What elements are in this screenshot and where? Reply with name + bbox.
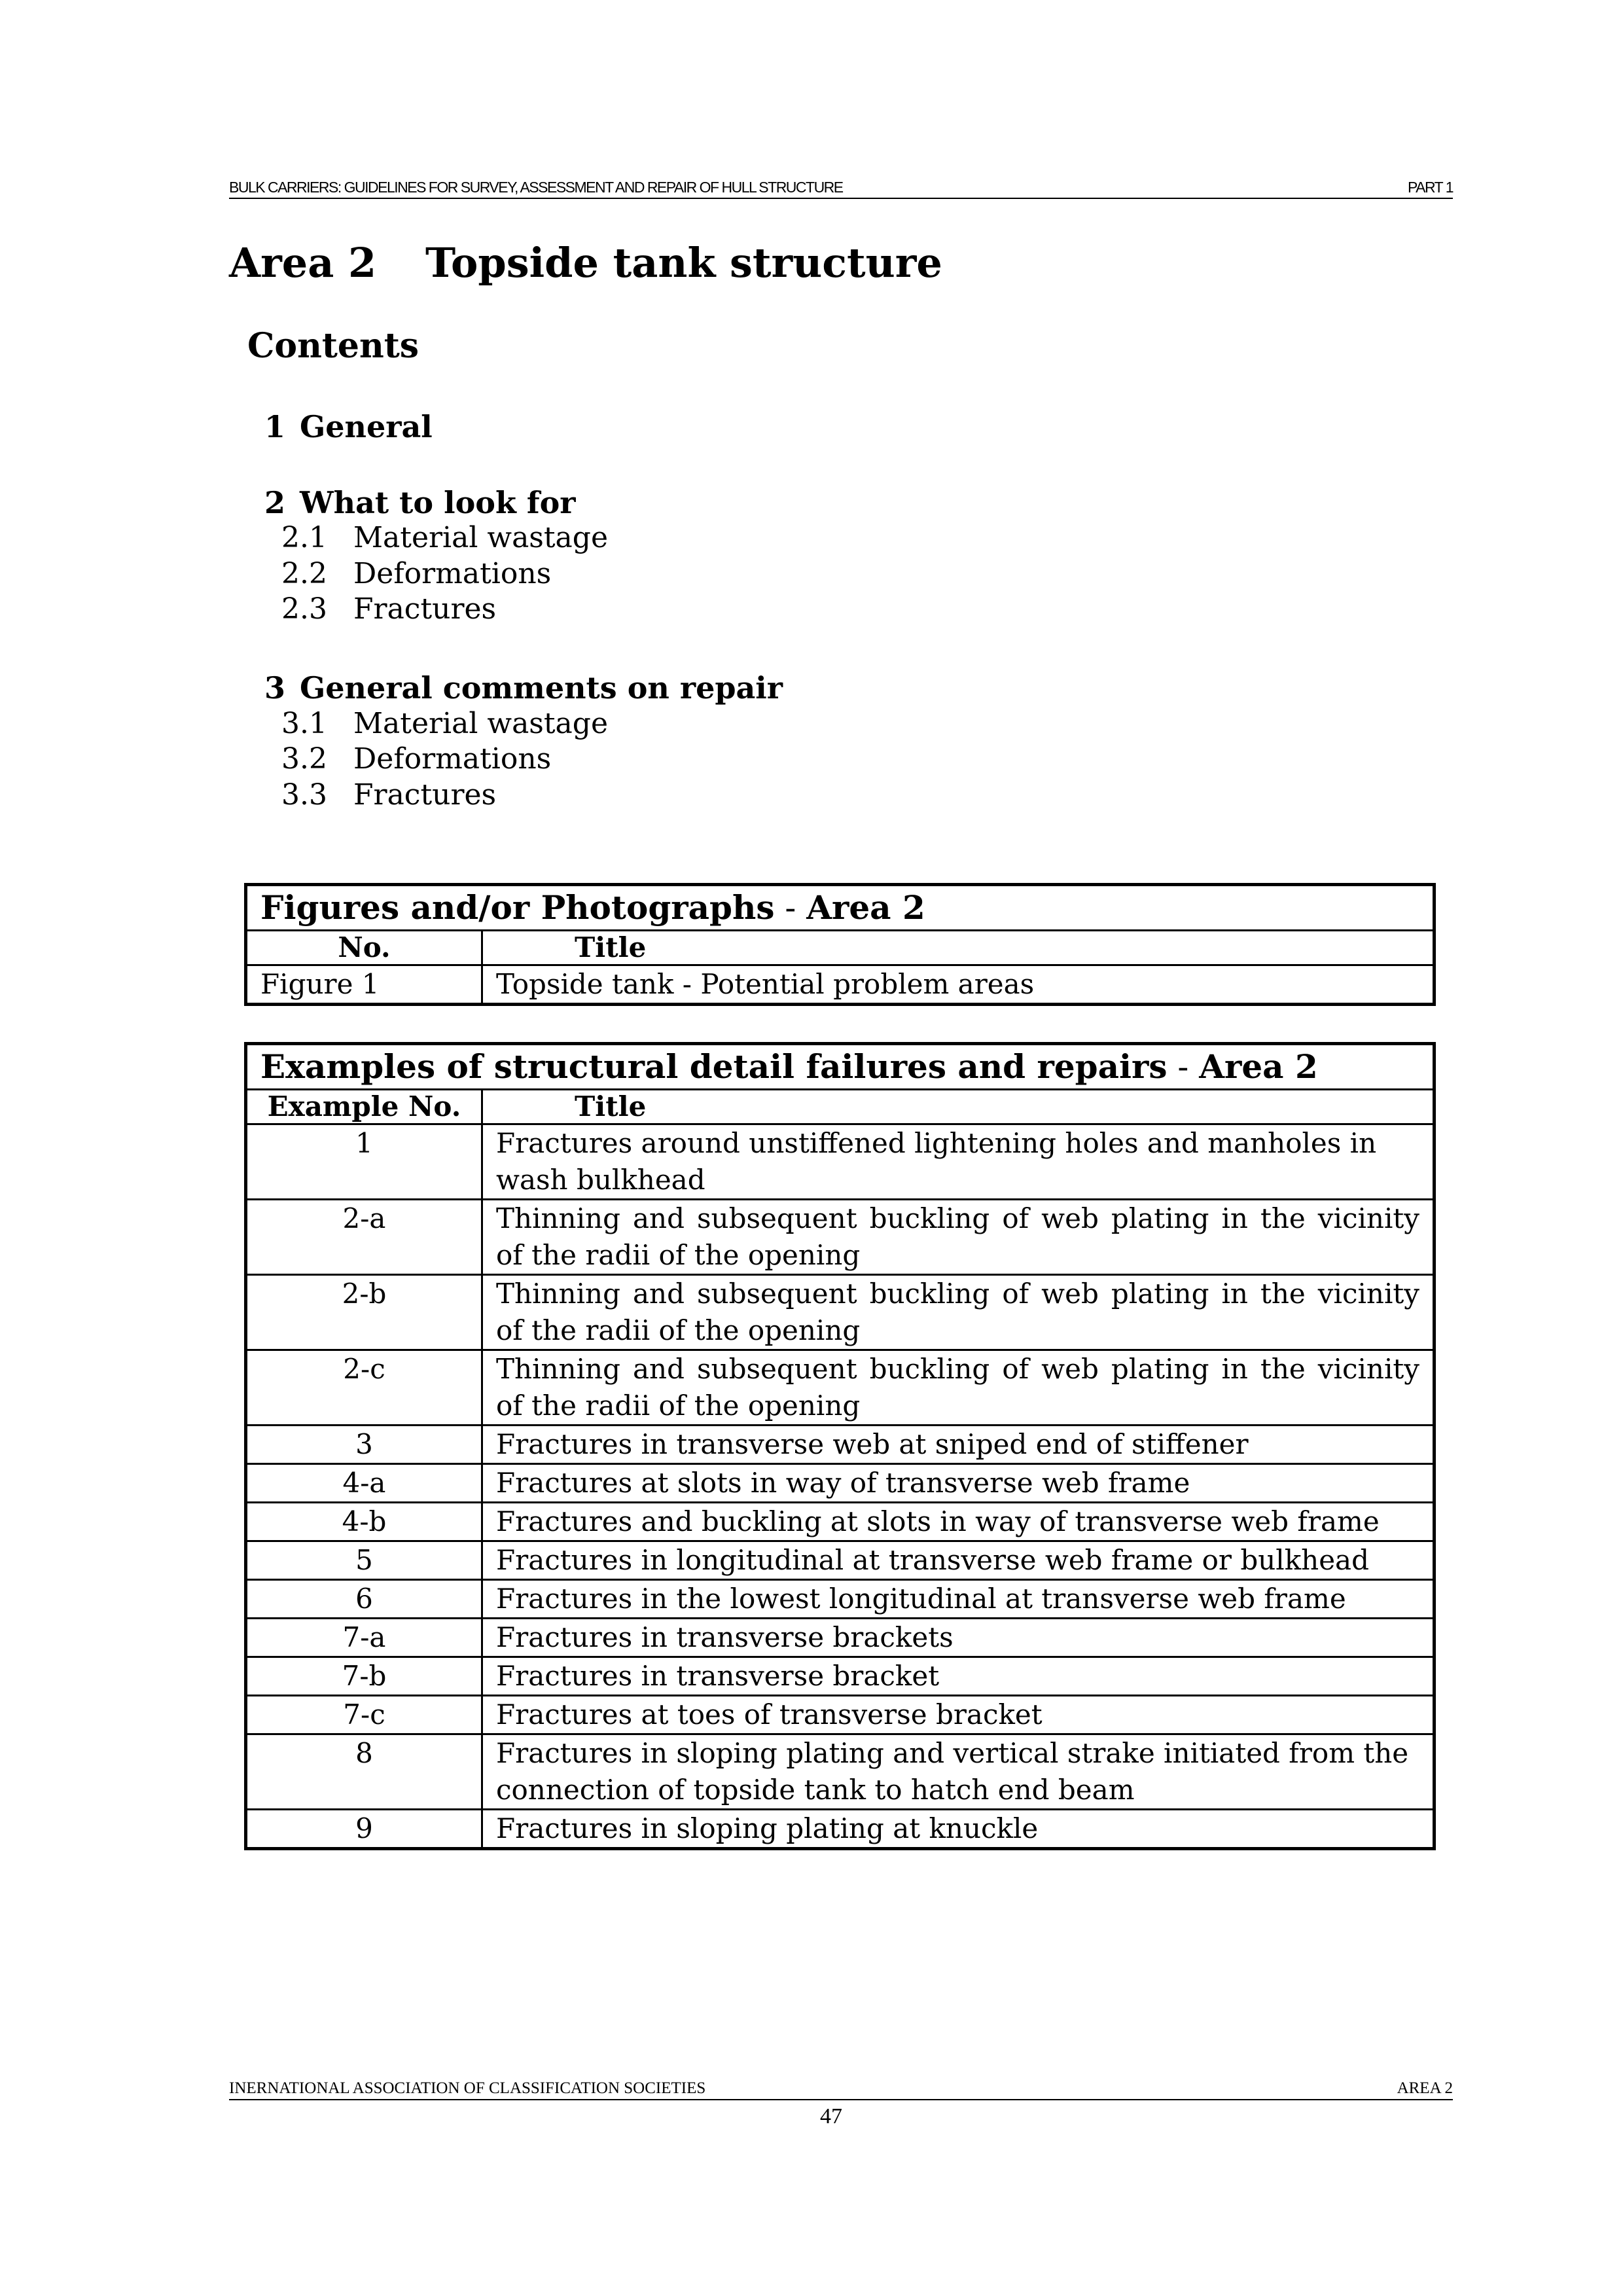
running-footer <box>229 2078 1453 2100</box>
toc-item-title: Fractures <box>353 592 497 626</box>
example-number: 1 <box>246 1124 482 1200</box>
example-number: 2-a <box>246 1200 482 1275</box>
toc-item-title: Fractures <box>353 778 497 812</box>
caption-separator: - <box>774 889 807 927</box>
toc-item-title: Material wastage <box>353 521 608 554</box>
table-row <box>246 1657 1435 1696</box>
toc-section-1 <box>264 409 433 444</box>
toc-item-2-1 <box>281 521 608 554</box>
example-title: Thinning and subsequent buckling of web plating in the vicinity of the radii of the opening <box>482 1200 1435 1275</box>
example-title: Fractures in sloping plating at knuckle <box>482 1810 1435 1849</box>
page-title <box>229 239 942 287</box>
caption-text: Examples of structural detail failures and repairs <box>260 1047 1168 1086</box>
example-title: Fractures in the lowest longitudinal at transverse web frame <box>482 1580 1435 1619</box>
figures-table-caption <box>246 885 1435 931</box>
toc-item-3-3 <box>281 778 496 812</box>
table-row <box>246 1580 1435 1619</box>
footer-organization: INERNATIONAL ASSOCIATION OF CLASSIFICATION SOCIETIES <box>229 2079 706 2097</box>
toc-item-title: Material wastage <box>353 707 608 740</box>
toc-item-number: 2.3 <box>281 592 327 626</box>
table-row <box>246 1619 1435 1657</box>
table-row <box>246 1541 1435 1580</box>
toc-section-3 <box>264 670 783 706</box>
example-title: Thinning and subsequent buckling of web plating in the vicinity of the radii of the opening <box>482 1275 1435 1350</box>
toc-item-number: 3.3 <box>281 778 327 812</box>
toc-section-number: 3 <box>264 670 286 706</box>
toc-section-title: What to look for <box>300 485 576 520</box>
figures-table <box>244 883 1436 1006</box>
table-row <box>246 1124 1435 1200</box>
example-number: 3 <box>246 1426 482 1464</box>
example-number: 4-a <box>246 1464 482 1503</box>
example-number: 2-c <box>246 1350 482 1426</box>
table-row <box>246 1503 1435 1541</box>
footer-area: AREA 2 <box>1397 2079 1453 2097</box>
example-number: 7-b <box>246 1657 482 1696</box>
example-number: 4-b <box>246 1503 482 1541</box>
table-row <box>246 1810 1435 1849</box>
toc-section-title: General <box>300 409 433 444</box>
examples-table-caption <box>246 1044 1435 1090</box>
table-row <box>246 1275 1435 1350</box>
toc-item-2-3 <box>281 592 496 626</box>
example-title: Thinning and subsequent buckling of web plating in the vicinity of the radii of the opening <box>482 1350 1435 1426</box>
example-title: Fractures and buckling at slots in way of transverse web frame <box>482 1503 1435 1541</box>
example-title: Fractures in sloping plating and vertical strake initiated from the connection of topside tank to hatch end beam <box>482 1734 1435 1810</box>
example-number: 5 <box>246 1541 482 1580</box>
toc-section-number: 1 <box>264 409 286 444</box>
toc-section-title: General comments on repair <box>300 670 783 706</box>
toc-item-title: Deformations <box>353 742 552 776</box>
example-title: Fractures at slots in way of transverse web frame <box>482 1464 1435 1503</box>
toc-item-2-2 <box>281 557 551 590</box>
example-title: Fractures in transverse bracket <box>482 1657 1435 1696</box>
example-title: Fractures at toes of transverse bracket <box>482 1696 1435 1734</box>
example-number: 6 <box>246 1580 482 1619</box>
example-number: 2-b <box>246 1275 482 1350</box>
area-number: Area 2 <box>229 239 377 287</box>
column-header-example-no: Example No. <box>246 1090 482 1124</box>
examples-table <box>244 1042 1436 1850</box>
running-header <box>229 177 1453 199</box>
column-header-title: Title <box>482 931 1435 965</box>
page-number: 47 <box>820 2104 842 2128</box>
example-title: Fractures in longitudinal at transverse web frame or bulkhead <box>482 1541 1435 1580</box>
column-header-title: Title <box>482 1090 1435 1124</box>
caption-text: Figures and/or Photographs <box>260 888 775 927</box>
table-row <box>246 1696 1435 1734</box>
header-part: PART 1 <box>1408 179 1453 196</box>
toc-item-3-2 <box>281 742 551 776</box>
example-title: Fractures in transverse brackets <box>482 1619 1435 1657</box>
toc-item-number: 3.1 <box>281 707 327 740</box>
figure-number: Figure 1 <box>246 965 482 1005</box>
caption-area: Area 2 <box>806 888 925 927</box>
example-number: 7-a <box>246 1619 482 1657</box>
example-number: 8 <box>246 1734 482 1810</box>
example-number: 9 <box>246 1810 482 1849</box>
figure-title: Topside tank - Potential problem areas <box>482 965 1435 1005</box>
column-header-no: No. <box>246 931 482 965</box>
contents-heading: Contents <box>247 326 419 366</box>
caption-separator: - <box>1167 1048 1200 1086</box>
toc-item-title: Deformations <box>353 557 552 590</box>
example-title: Fractures in transverse web at sniped end of stiffener <box>482 1426 1435 1464</box>
toc-section-number: 2 <box>264 485 286 520</box>
table-row <box>246 1464 1435 1503</box>
toc-section-2 <box>264 485 576 520</box>
toc-item-3-1 <box>281 707 608 740</box>
table-row <box>246 1426 1435 1464</box>
toc-item-number: 3.2 <box>281 742 327 776</box>
table-row <box>246 1734 1435 1810</box>
toc-item-number: 2.2 <box>281 557 327 590</box>
table-row <box>246 1200 1435 1275</box>
example-title: Fractures around unstiffened lightening holes and manholes in wash bulkhead <box>482 1124 1435 1200</box>
table-row <box>246 965 1435 1005</box>
area-title-text: Topside tank structure <box>425 239 942 287</box>
toc-item-number: 2.1 <box>281 521 327 554</box>
caption-area: Area 2 <box>1199 1047 1318 1086</box>
header-title: BULK CARRIERS: GUIDELINES FOR SURVEY, ASSESSMENT AND REPAIR OF HULL STRUCTURE <box>229 179 843 196</box>
example-number: 7-c <box>246 1696 482 1734</box>
table-row <box>246 1350 1435 1426</box>
